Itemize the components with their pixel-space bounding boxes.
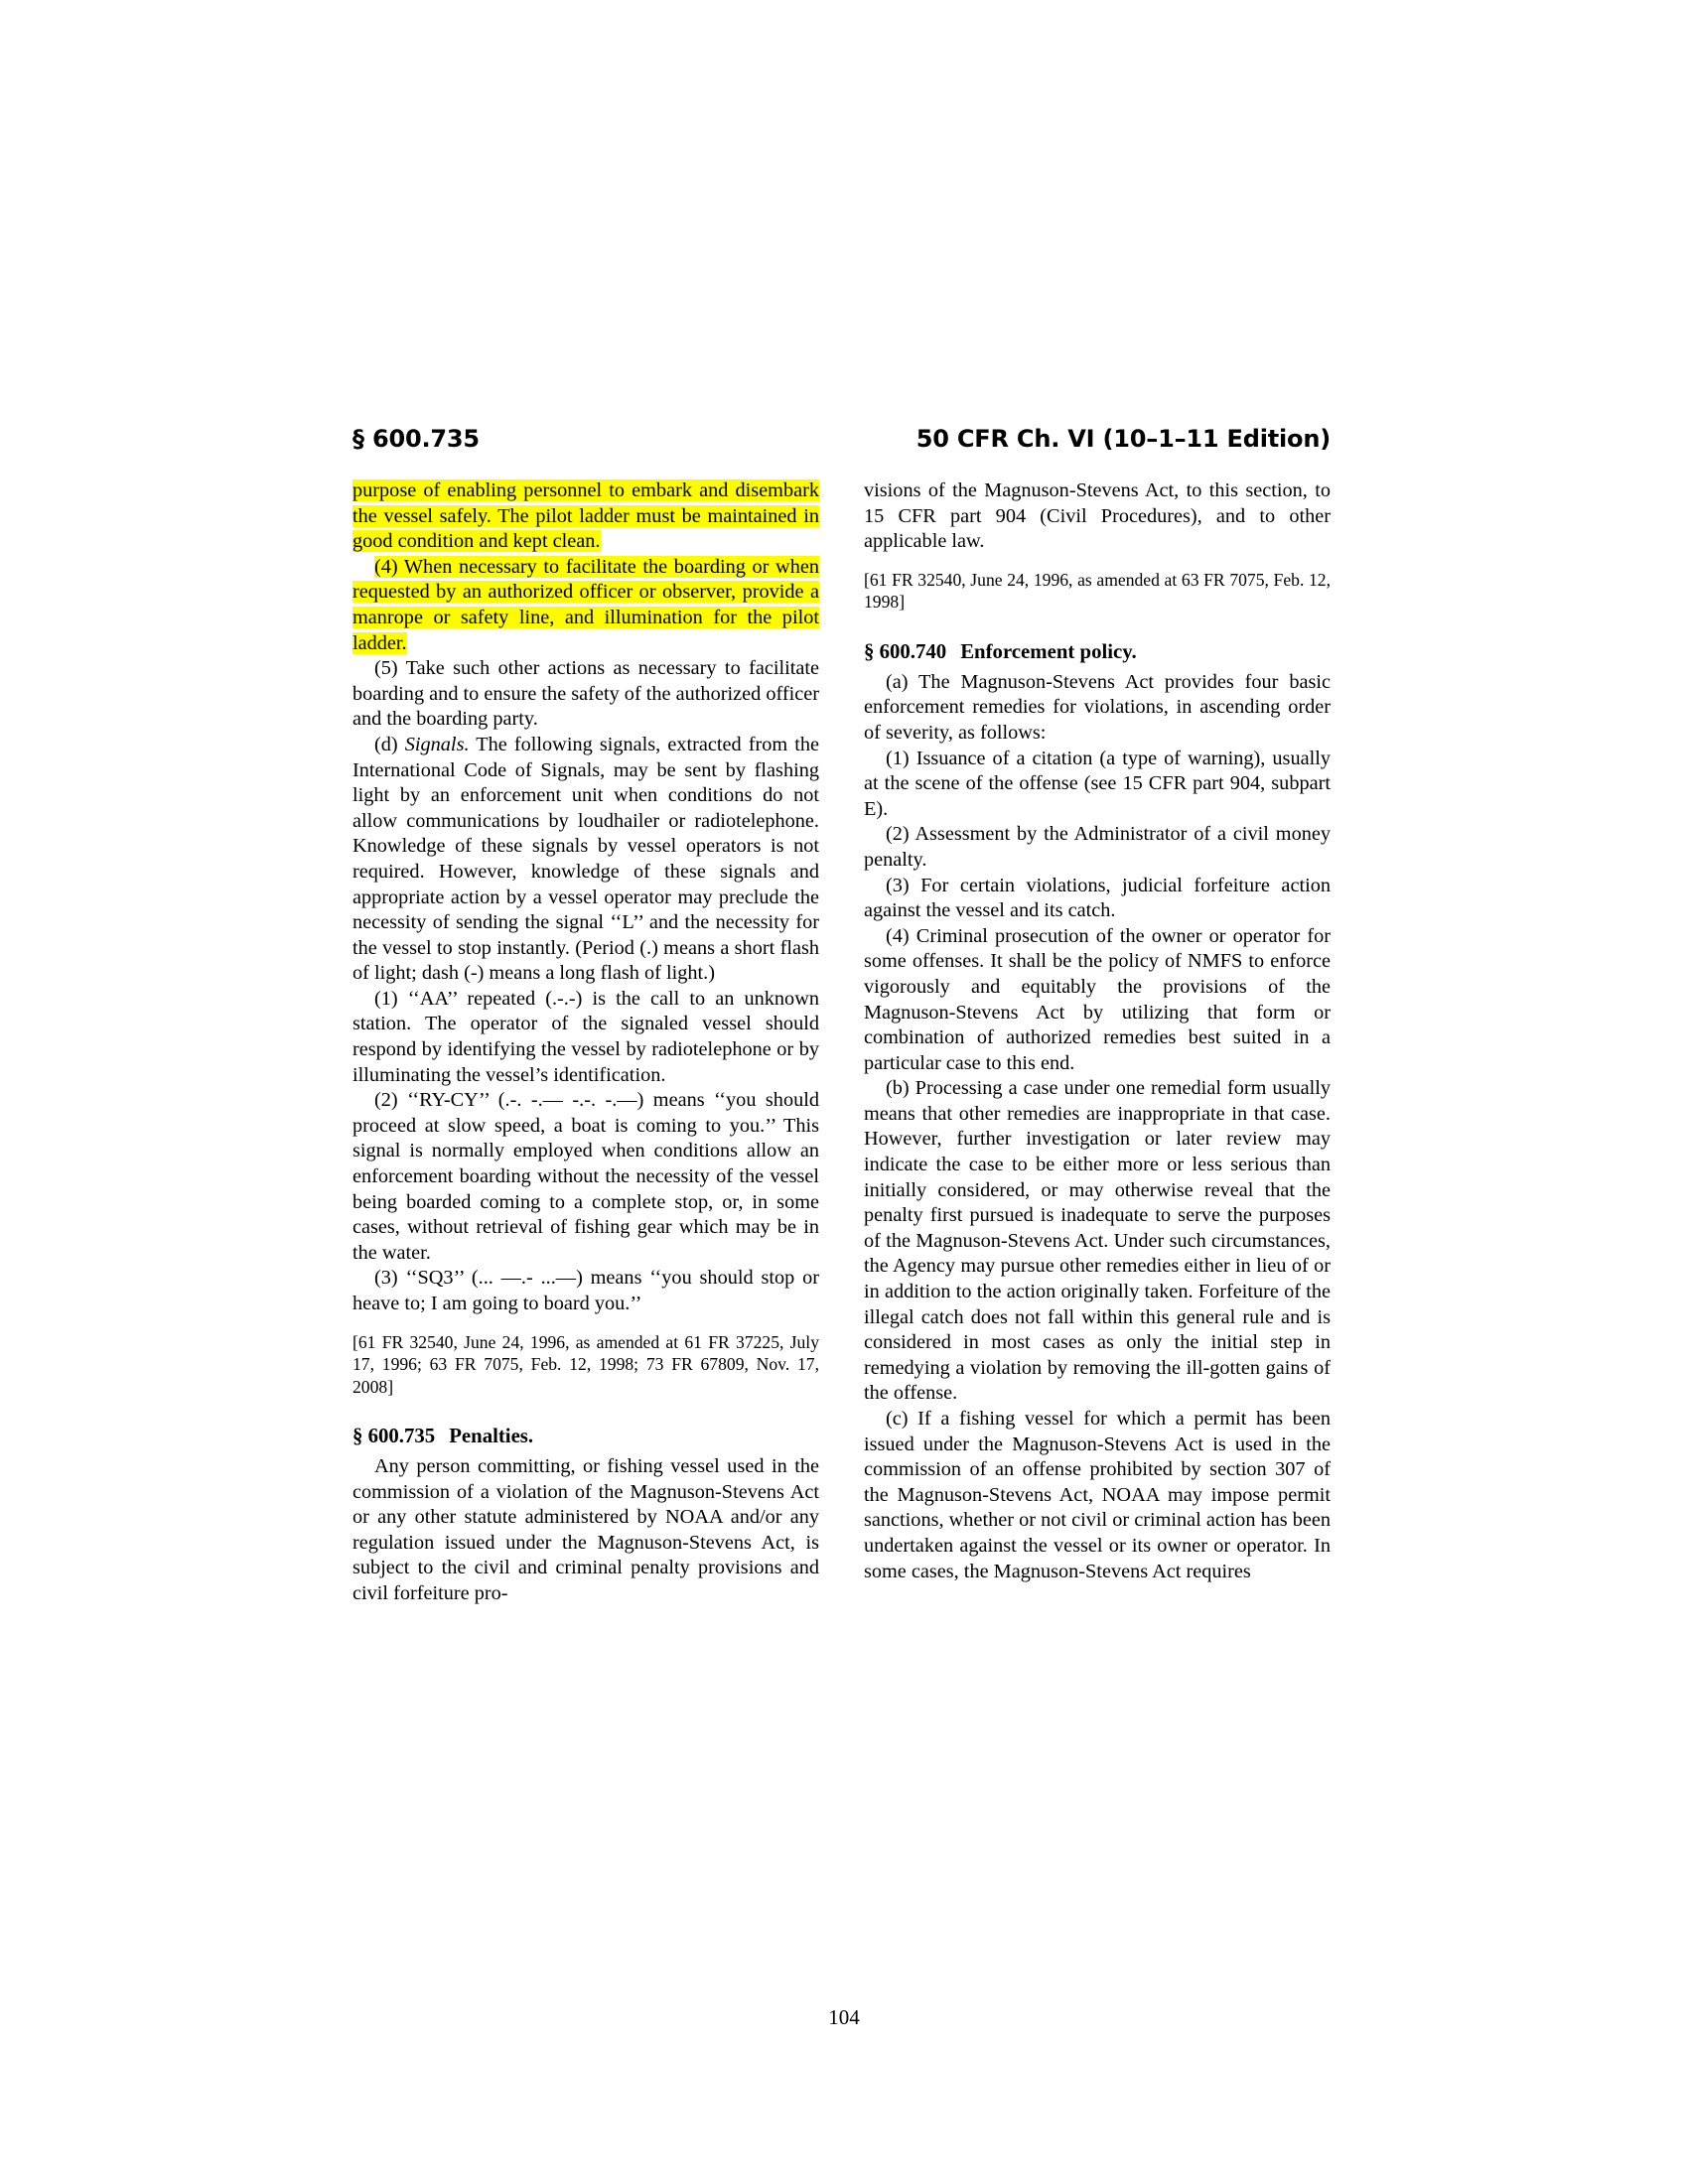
paragraph-c3-continued (352, 478, 819, 555)
paragraph-a1: (1) Issuance of a citation (a type of warning), usually at the scene of the offense (see 15 CFR part 904, subpart E). (864, 747, 1331, 820)
paragraph-d1: (1) ‘‘AA’’ repeated (.-.-) is the call to an unknown station. The operator of the signaled vessel should respond by identifying the vessel by radiotelephone or by illuminating the vessel’s identification. (352, 987, 819, 1086)
right-citation: [61 FR 32540, June 24, 1996, as amended at 63 FR 7075, Feb. 12, 1998] (864, 569, 1331, 613)
paragraph-c5: (5) Take such other actions as necessary to facilitate boarding and to ensure the safety of the authorized officer and the boarding party. (352, 657, 819, 731)
highlighted-run: purpose of enabling personnel to embark and disembark the vessel safely. The pilot ladder must be maintained in good condition and kept clean. (352, 479, 819, 553)
section-heading-number: § 600.735 (352, 1425, 436, 1448)
body-columns (352, 478, 1331, 1607)
running-head-section-number: § 600.735 (352, 425, 480, 453)
section-heading-title: Penalties. (449, 1425, 534, 1448)
highlighted-run: (4) When necessary to facilitate the boarding or when requested by an authorized officer or observer, provide a manrope or safety line, and illumination for the pilot ladder. (352, 555, 819, 654)
paragraph-d2: (2) ‘‘RY-CY’’ (.-. -.— -.-. -.—) means ‘‘you should proceed at slow speed, a boat is coming to you.’’ This signal is normally employed when conditions allow an enforcement boarding without the necessity of the vessel being boarded coming to a complete stop, or, in some cases, without retrieval of fishing gear which may be in the water. (352, 1089, 819, 1264)
paragraph-600-735-body: Any person committing, or fishing vessel used in the commission of a violation of the Magnuson-Stevens Act or any other statute administered by NOAA and/or any regulation issued under the Magnuson-Stevens Act, is subject to the civil and criminal penalty provisions and civil forfeiture pro- (352, 1455, 819, 1605)
running-head (352, 425, 1331, 453)
paragraph-a2: (2) Assessment by the Administrator of a civil money penalty. (864, 823, 1331, 871)
paragraph-a4: (4) Criminal prosecution of the owner or operator for some offenses. It shall be the policy of NMFS to enforce vigorously and equitably the provisions of the Magnuson-Stevens Act by utilizing that form or combination of authorized remedies best suited in a particular case to this end. (864, 924, 1331, 1074)
section-heading-600-735 (352, 1424, 819, 1448)
paragraph-continued-visions: visions of the Magnuson-Stevens Act, to this section, to 15 CFR part 904 (Civil Procedures), and to other applicable law. (864, 479, 1331, 553)
paragraph-c: (c) If a fishing vessel for which a permit has been issued under the Magnuson-Stevens Act is used in the commission of an offense prohibited by section 307 of the Magnuson-Stevens Act, NOAA may impose permit sanctions, whether or not civil or criminal action has been undertaken against the vessel or its owner or operator. In some cases, the Magnuson-Stevens Act requires (864, 1408, 1331, 1582)
paragraph-d-italic-term: Signals. (404, 733, 470, 755)
section-heading-title: Enforcement policy. (960, 639, 1137, 663)
paragraph-d-text: The following signals, extracted from the International Code of Signals, may be sent by flashing light by an enforcement unit when conditions do not allow communications by loudhailer or radiotelephone. Knowledge of these signals by vessel operators is not required. However, knowledge of these signals and appropriate action by a vessel operator may preclude the necessity of sending the signal ‘‘L’’ and the necessity for the vessel to stop instantly. (Period (.) means a short flash of light; dash (-) means a long flash of light.) (352, 733, 819, 985)
running-head-edition: 50 CFR Ch. VI (10–1–11 Edition) (915, 425, 1331, 453)
page-number: 104 (828, 2005, 860, 2029)
left-column (352, 478, 819, 1607)
section-heading-number: § 600.740 (864, 639, 947, 663)
paragraph-d-signals (352, 733, 819, 987)
paragraph-b: (b) Processing a case under one remedial form usually means that other remedies are inappropriate in that case. However, further investigation or later review may indicate the case to be either more or less serious than initially considered, or may otherwise reveal that the penalty first pursued is inadequate to serve the purposes of the Magnuson-Stevens Act. Under such circumstances, the Agency may pursue other remedies either in lieu of or in addition to the action originally taken. Forfeiture of the illegal catch does not fall within this general rule and is considered in most cases as only the initial step in remedying a violation by removing the ill-gotten gains of the offense. (864, 1077, 1331, 1405)
paragraph-d-leadin: (d) (374, 733, 405, 755)
paragraph-c4 (352, 555, 819, 656)
paragraph-d3: (3) ‘‘SQ3’’ (... —.- ...—) means ‘‘you should stop or heave to; I am going to board you.’’ (352, 1267, 819, 1314)
section-heading-600-740 (864, 639, 1331, 664)
paragraph-a: (a) The Magnuson-Stevens Act provides four basic enforcement remedies for violations, in ascending order of severity, as follows: (864, 670, 1331, 744)
right-column (864, 478, 1331, 1607)
paragraph-a3: (3) For certain violations, judicial forfeiture action against the vessel and its catch. (864, 874, 1331, 922)
left-citation: [61 FR 32540, June 24, 1996, as amended at 61 FR 37225, July 17, 1996; 63 FR 7075, Feb. 12, 1998; 73 FR 67809, Nov. 17, 2008] (352, 1331, 819, 1397)
